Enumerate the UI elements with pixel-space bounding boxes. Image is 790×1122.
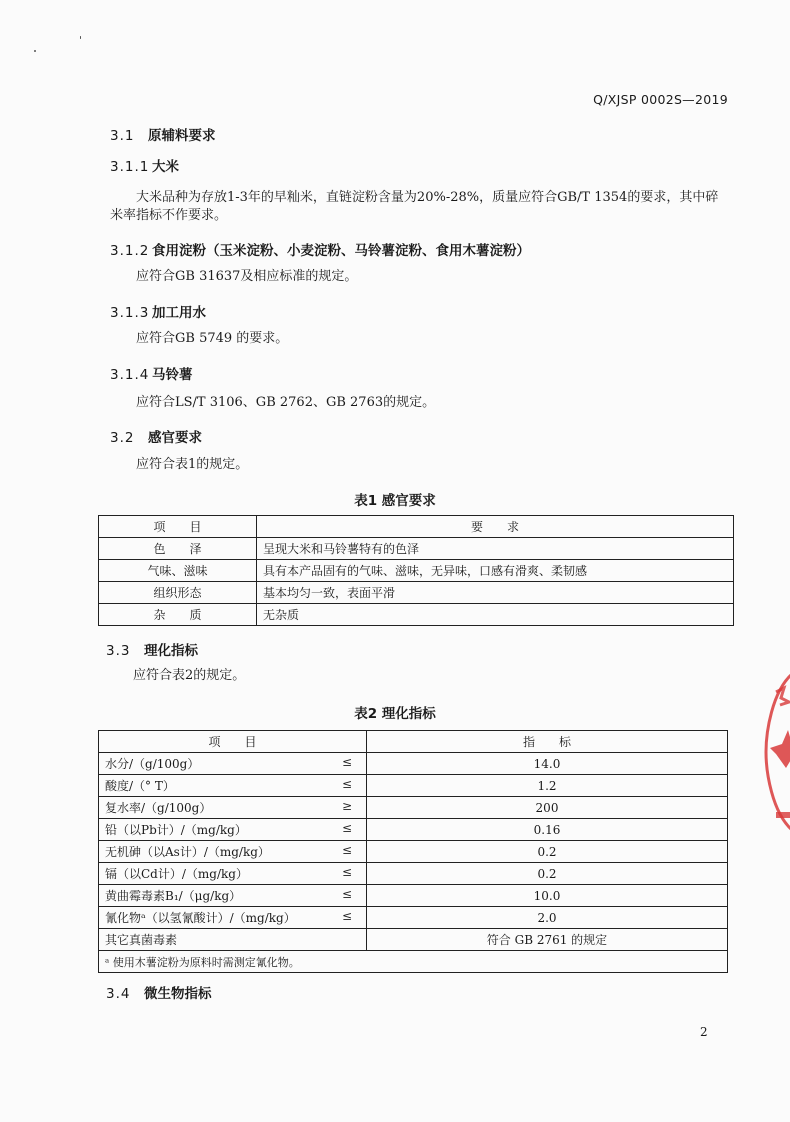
table-cell-value: 0.2 (367, 863, 728, 885)
section-heading-3-1 (110, 124, 216, 144)
table-cell-item (99, 863, 367, 885)
table-caption: 表1 感官要求 (354, 493, 436, 509)
table-cell-value: 14.0 (367, 753, 728, 775)
header-cell: 项 目 (99, 516, 257, 538)
seal-stamp-icon (762, 672, 790, 832)
table-row (99, 538, 734, 560)
table-cell-item (99, 753, 367, 775)
table-cell: 气味、滋味 (99, 560, 257, 582)
comparison-operator: ≤ (341, 909, 352, 923)
section-heading-3-4 (106, 982, 212, 1002)
comparison-operator: ≤ (341, 843, 352, 857)
table-cell-value: 2.0 (367, 907, 728, 929)
table-cell-value: 0.16 (367, 819, 728, 841)
comparison-operator: ≥ (341, 799, 352, 813)
section-number: 3.4 (106, 986, 131, 1002)
section-number: 3.1.2 (110, 243, 150, 259)
table-header-row (99, 731, 728, 753)
table-caption: 表2 理化指标 (354, 706, 436, 722)
item-label: 镉（以Cd计）/（mg/kg） (105, 867, 248, 881)
section-title: 加工用水 (152, 305, 206, 321)
table-cell-value: 200 (367, 797, 728, 819)
table-row (99, 604, 734, 626)
table-cell-item (99, 929, 367, 951)
header-cell: 指 标 (367, 731, 728, 753)
table-cell-value: 1.2 (367, 775, 728, 797)
item-label: 铅（以Pb计）/（mg/kg） (105, 823, 247, 837)
table-footnote: ᵃ 使用木薯淀粉为原料时需测定氰化物。 (99, 951, 728, 973)
item-label: 黄曲霉毒素B₁/（μg/kg） (105, 889, 242, 903)
section-heading-3-1-1 (110, 155, 179, 175)
table-row (99, 819, 728, 841)
section-number: 3.1.1 (110, 159, 150, 175)
table-cell-item (99, 841, 367, 863)
table-header-row (99, 516, 734, 538)
comparison-operator: ≤ (341, 821, 352, 835)
scan-speck (80, 36, 81, 39)
paragraph: 应符合GB 5749 的要求。 (136, 331, 289, 346)
paragraph: 应符合LS/T 3106、GB 2762、GB 2763的规定。 (136, 395, 436, 410)
sensory-table (98, 515, 734, 626)
table-cell-item (99, 885, 367, 907)
section-number: 3.2 (110, 430, 135, 446)
table-cell: 基本均匀一致，表面平滑 (257, 582, 734, 604)
item-label: 酸度/（° T） (105, 779, 175, 793)
section-title: 理化指标 (144, 643, 198, 659)
document-code: Q/XJSP 0002S—2019 (593, 92, 728, 107)
table-row (99, 582, 734, 604)
item-label: 水分/（g/100g） (105, 757, 200, 771)
paragraph-line: 米率指标不作要求。 (110, 208, 228, 223)
table-row (99, 841, 728, 863)
comparison-operator: ≤ (341, 777, 352, 791)
section-heading-3-3 (106, 639, 198, 659)
section-title: 食用淀粉（玉米淀粉、小麦淀粉、马铃薯淀粉、食用木薯淀粉） (152, 243, 530, 259)
table-row (99, 907, 728, 929)
section-title: 微生物指标 (144, 986, 212, 1002)
table-row (99, 885, 728, 907)
paragraph: 应符合GB 31637及相应标准的规定。 (136, 269, 358, 284)
section-title: 马铃薯 (152, 367, 193, 383)
comparison-operator: ≤ (341, 755, 352, 769)
item-label: 无机砷（以As计）/（mg/kg） (105, 845, 270, 859)
section-heading-3-2 (110, 426, 202, 446)
section-number: 3.1 (110, 128, 135, 144)
table-row (99, 560, 734, 582)
section-title: 大米 (152, 159, 179, 175)
table-row (99, 863, 728, 885)
table-cell-value: 0.2 (367, 841, 728, 863)
section-title: 感官要求 (148, 430, 202, 446)
table-cell: 具有本产品固有的气味、滋味，无异味，口感有滑爽、柔韧感 (257, 560, 734, 582)
page-number: 2 (700, 1025, 708, 1039)
table-cell-item (99, 819, 367, 841)
table-cell: 组织形态 (99, 582, 257, 604)
table-cell: 呈现大米和马铃薯特有的色泽 (257, 538, 734, 560)
section-heading-3-1-3 (110, 301, 206, 321)
table-cell-value: 10.0 (367, 885, 728, 907)
paragraph: 应符合表2的规定。 (133, 668, 246, 683)
table-footnote-row (99, 951, 728, 973)
table-row (99, 775, 728, 797)
item-label: 氰化物ᵃ（以氢氰酸计）/（mg/kg） (105, 911, 296, 925)
paragraph: 应符合表1的规定。 (136, 457, 249, 472)
table-row (99, 929, 728, 951)
scan-speck (34, 50, 36, 52)
header-cell: 项 目 (99, 731, 367, 753)
table-cell: 杂 质 (99, 604, 257, 626)
table-cell-item (99, 775, 367, 797)
table-cell: 无杂质 (257, 604, 734, 626)
paragraph-line: 大米品种为存放1-3年的早籼米，直链淀粉含量为20%-28%，质量应符合GB/T 1354的要求，其中碎 (136, 190, 719, 205)
table-cell-item (99, 797, 367, 819)
table-cell: 色 泽 (99, 538, 257, 560)
item-label: 其它真菌毒素 (105, 933, 178, 947)
table-row (99, 753, 728, 775)
table-row (99, 797, 728, 819)
comparison-operator: ≤ (341, 887, 352, 901)
header-cell: 要 求 (257, 516, 734, 538)
section-heading-3-1-2 (110, 239, 530, 259)
section-number: 3.3 (106, 643, 131, 659)
table-cell-value: 符合 GB 2761 的规定 (367, 929, 728, 951)
table-cell-item (99, 907, 367, 929)
item-label: 复水率/（g/100g） (105, 801, 212, 815)
section-heading-3-1-4 (110, 363, 193, 383)
comparison-operator: ≤ (341, 865, 352, 879)
section-number: 3.1.3 (110, 305, 150, 321)
section-title: 原辅料要求 (148, 128, 216, 144)
section-number: 3.1.4 (110, 367, 150, 383)
physicochemical-table (98, 730, 728, 973)
